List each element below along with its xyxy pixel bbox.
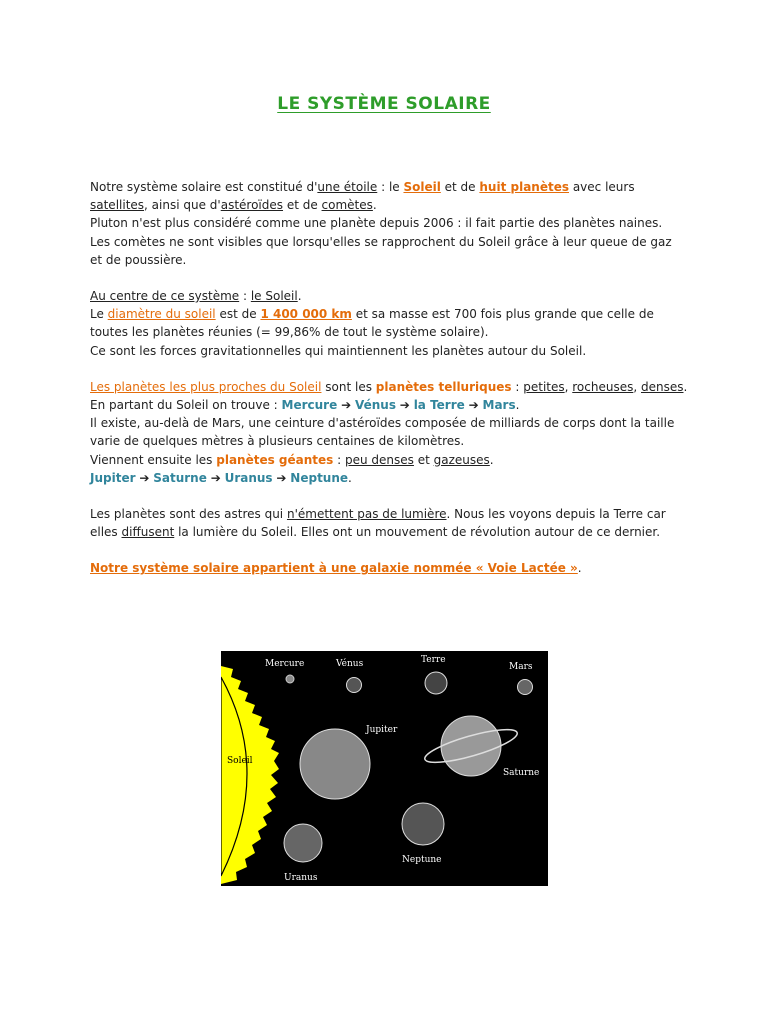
solar-system-diagram	[221, 651, 548, 886]
text-cometes-line: Les comètes ne sont visibles que lorsqu'elles se rapprochent du Soleil grâce à leur queue de gaz	[90, 234, 672, 249]
text: varie de quelques mètres à plusieurs centaines de kilomètres.	[90, 434, 465, 449]
text-centre-systeme: Au centre de ce système	[90, 289, 240, 304]
page-title: LE SYSTÈME SOLAIRE	[277, 94, 491, 114]
planet-jupiter-mark	[300, 729, 370, 799]
text: Les planètes sont des astres qui	[90, 507, 287, 522]
jupiter-label: Jupiter	[366, 725, 398, 735]
planet-mars-mark	[518, 680, 533, 695]
text-denses: denses	[641, 379, 684, 394]
text: , ainsi que d'	[144, 198, 221, 213]
text-petites: petites	[523, 379, 565, 394]
text-pluton: Pluton n'est plus considéré comme une planète depuis 2006 : il fait partie des planètes naines.	[90, 216, 663, 231]
planet-saturne-mark	[441, 716, 501, 776]
text-cometes: comètes	[321, 198, 373, 213]
text-nemettent: n'émettent pas de lumière	[286, 507, 447, 522]
keyword-telluriques: planètes telluriques	[375, 379, 512, 394]
text: . Nous les voyons depuis la Terre car	[446, 507, 666, 522]
arrow-icon: ➔	[276, 470, 287, 485]
link-planetes-proches: Les planètes les plus proches du Soleil	[90, 379, 322, 394]
uranus-label: Uranus	[284, 873, 318, 883]
text: ,	[564, 379, 573, 394]
text: .	[297, 289, 302, 304]
keyword-voie-lactee: Notre système solaire appartient à une galaxie nommée « Voie Lactée »	[90, 561, 578, 576]
document-body	[90, 178, 690, 578]
text-rocheuses: rocheuses	[572, 379, 634, 394]
text: Viennent ensuite les	[90, 452, 217, 467]
text-satellites: satellites	[90, 198, 145, 213]
text-peu-denses: peu denses	[345, 452, 414, 467]
mercure-label: Mercure	[265, 659, 305, 669]
planet-venus-mark	[347, 678, 362, 693]
keyword-huit-planetes: huit planètes	[479, 180, 569, 194]
text: la lumière du Soleil. Elles ont un mouvement de révolution autour de ce dernier.	[174, 525, 661, 540]
text-gazeuses: gazeuses	[433, 452, 490, 467]
sun-label: Soleil	[227, 756, 253, 766]
text: elles	[90, 525, 122, 540]
link-diametre-soleil: diamètre du soleil	[107, 307, 216, 322]
paragraph-centre	[90, 287, 690, 360]
sun	[221, 666, 279, 884]
arrow-icon: ➔	[341, 398, 352, 413]
text: .	[489, 452, 494, 467]
planet-mercure-mark	[286, 675, 294, 683]
neptune-label: Neptune	[402, 855, 442, 865]
keyword-geantes: planètes géantes	[216, 452, 334, 467]
text: : le	[377, 180, 404, 194]
text-une-etoile: une étoile	[317, 180, 378, 194]
planet-neptune-mark	[402, 803, 444, 845]
text: ,	[633, 379, 641, 394]
text: .	[372, 198, 377, 213]
text: toutes les planètes réunies (= 99,86% de tout le système solaire).	[90, 325, 489, 340]
planet-uranus-mark	[284, 824, 322, 862]
planet-terre-mark	[425, 672, 447, 694]
planet-neptune: Neptune	[290, 470, 349, 485]
text: sont les	[321, 379, 376, 394]
saturne-label: Saturne	[503, 768, 540, 778]
planet-uranus: Uranus	[224, 470, 273, 485]
text: Le	[90, 307, 108, 322]
paragraph-galaxie	[90, 559, 690, 577]
text-asteroides: astéroïdes	[220, 198, 284, 213]
text-le-soleil: le Soleil	[250, 289, 298, 304]
paragraph-planetes	[90, 378, 690, 487]
text: .	[348, 470, 352, 485]
keyword-diametre-value: 1 400 000 km	[260, 307, 352, 322]
planet-venus: Vénus	[354, 398, 396, 413]
text: .	[577, 561, 582, 576]
text: et de	[283, 198, 322, 213]
arrow-icon: ➔	[139, 470, 150, 485]
text-diffusent: diffusent	[121, 525, 175, 540]
planet-mars: Mars	[482, 398, 516, 413]
arrow-icon: ➔	[468, 398, 479, 413]
text: Notre système solaire est constitué d'	[90, 180, 318, 194]
terre-label: Terre	[421, 655, 446, 665]
mars-label: Mars	[509, 662, 533, 672]
text: :	[333, 452, 345, 467]
planet-terre: la Terre	[413, 398, 465, 413]
paragraph-intro	[90, 178, 690, 269]
planet-jupiter: Jupiter	[90, 470, 136, 485]
text: avec leurs	[569, 180, 635, 194]
planet-mercure: Mercure	[281, 398, 338, 413]
text: Il existe, au-delà de Mars, une ceinture d'astéroïdes composée de milliards de corps dont la taille	[90, 416, 675, 431]
text: et sa masse est 700 fois plus grande que celle de	[351, 307, 654, 322]
planet-saturne: Saturne	[153, 470, 207, 485]
text: et de poussière.	[90, 252, 187, 267]
solar-system-figure	[221, 651, 548, 886]
text: et de	[440, 180, 480, 194]
text: est de	[215, 307, 261, 322]
keyword-soleil: Soleil	[403, 180, 441, 194]
arrow-icon: ➔	[399, 398, 410, 413]
text: :	[511, 379, 524, 394]
text: :	[239, 289, 251, 304]
text: .	[683, 379, 688, 394]
venus-label: Vénus	[336, 659, 364, 669]
paragraph-lumiere	[90, 505, 690, 541]
arrow-icon: ➔	[210, 470, 221, 485]
text: En partant du Soleil on trouve :	[90, 398, 282, 413]
text: Ce sont les forces gravitationnelles qui maintiennent les planètes autour du Soleil.	[90, 343, 587, 358]
text: et	[413, 452, 434, 467]
text: .	[515, 398, 520, 413]
